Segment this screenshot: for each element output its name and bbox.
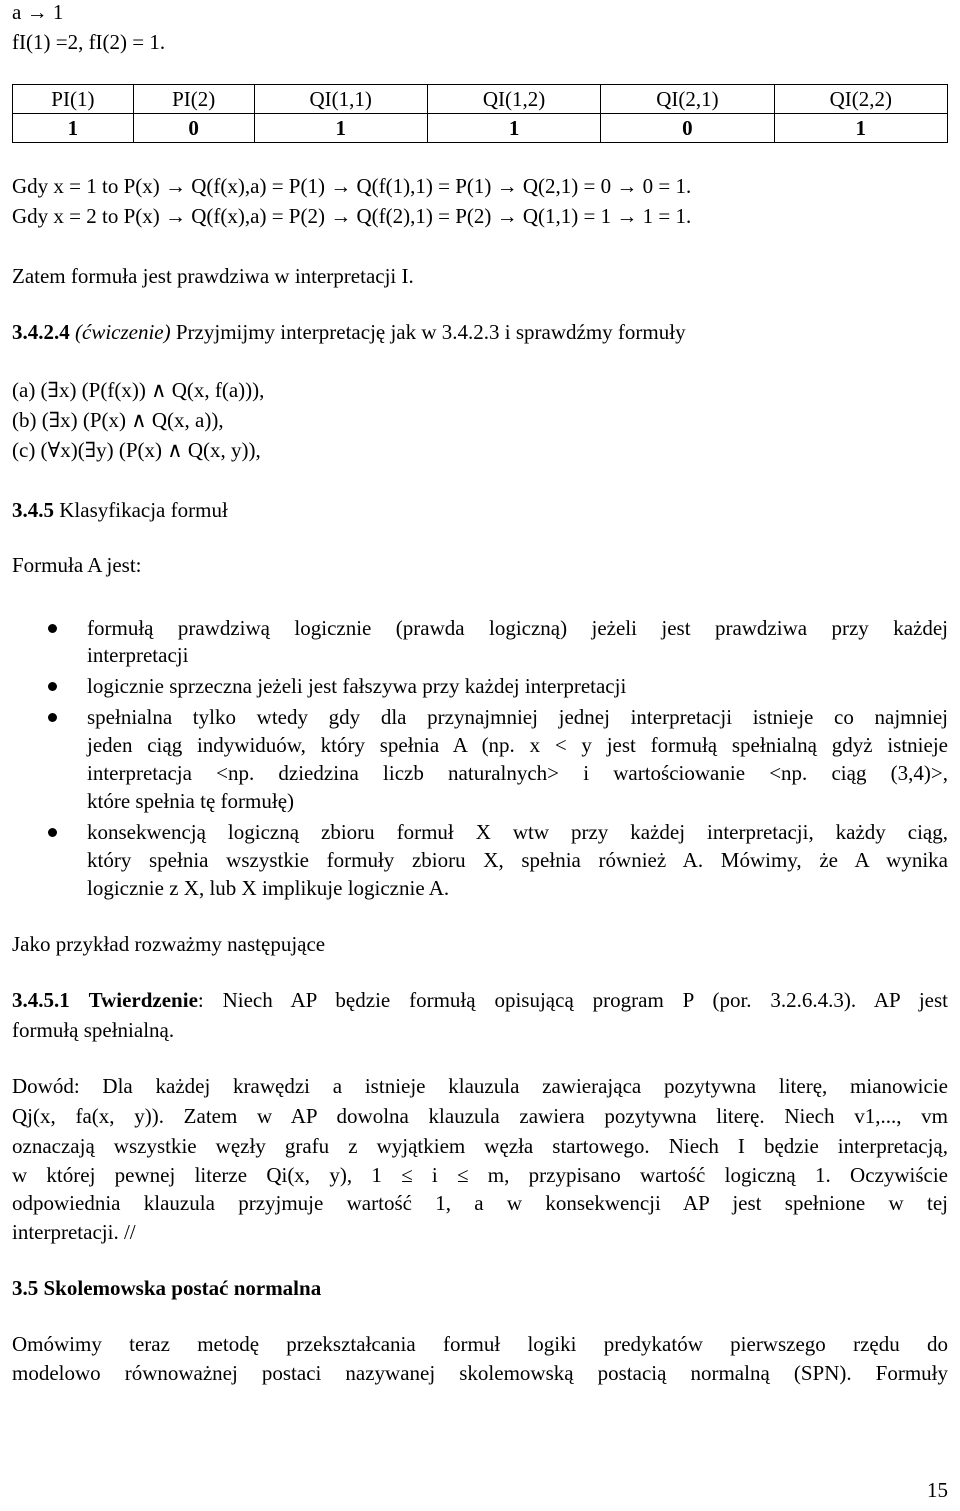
list-item-line: który spełnia wszystkie formuły zbioru X, spełnia również A. Mówimy, że A wynika <box>87 848 948 872</box>
interpretation-table <box>12 84 948 143</box>
section-number: 3.4.5 <box>12 498 54 522</box>
exercise-text: Przyjmijmy interpretację jak w 3.4.2.3 i sprawdźmy formuły <box>175 320 686 344</box>
table-header-row <box>13 85 948 114</box>
theorem-name: Twierdzenie <box>88 988 198 1012</box>
proof-line: w której pewnej literze Qi(x, y), 1 ≤ i ≤ m, przypisano wartość logiczną 1. Oczywiście <box>12 1163 948 1187</box>
bullet-icon <box>48 828 57 837</box>
paragraph-line: modelowo równoważnej postaci nazywanej skolemowską postacią normalną (SPN). Formuły <box>12 1361 948 1385</box>
section-heading <box>12 498 228 522</box>
formula-a: (a) (∃x) (P(f(x)) ∧ Q(x, f(a))), <box>12 378 265 402</box>
table-header-cell: PI(1) <box>13 85 134 114</box>
list-item-line: interpretacji <box>87 643 189 667</box>
table-cell: 1 <box>774 114 947 143</box>
paragraph-line: Omówimy teraz metodę przekształcania formuł logiki predykatów pierwszego rzędu do <box>12 1332 948 1356</box>
table-cell: 1 <box>13 114 134 143</box>
list-item-line: jeden ciąg indywiduów, który spełnia A (np. x < y jest formułą spełnialną gdyż istnieje <box>87 733 948 757</box>
bullet-icon <box>48 713 57 722</box>
conclusion-text: Zatem formuła jest prawdziwa w interpretacji I. <box>12 264 414 288</box>
page-number: 15 <box>927 1478 948 1502</box>
bullet-icon <box>48 682 57 691</box>
table-cell: 0 <box>601 114 774 143</box>
formula-c: (c) (∀x)(∃y) (P(x) ∧ Q(x, y)), <box>12 438 261 462</box>
proof-line: interpretacji. // <box>12 1220 136 1244</box>
theorem-text: : Niech AP będzie formułą opisującą program P (por. 3.2.6.4.3). AP jest <box>197 988 949 1012</box>
table-row <box>13 114 948 143</box>
evaluation-line: Gdy x = 2 to P(x) → Q(f(x),a) = P(2) → Q(f(2),1) = P(2) → Q(1,1) = 1 → 1 = 1. <box>12 204 692 228</box>
table-header-cell: QI(1,1) <box>254 85 427 114</box>
exercise-label: (ćwiczenie) <box>75 320 171 344</box>
table-header-cell: PI(2) <box>133 85 254 114</box>
section-heading: 3.5 Skolemowska postać normalna <box>12 1276 322 1300</box>
function-values-line: fI(1) =2, fI(2) = 1. <box>12 30 166 54</box>
table-cell: 0 <box>133 114 254 143</box>
mapping-line: a → 1 <box>12 0 64 24</box>
section-title: Klasyfikacja formuł <box>59 498 228 522</box>
table-cell: 1 <box>427 114 600 143</box>
table-header-cell: QI(2,1) <box>601 85 774 114</box>
list-item-line: logicznie z X, lub X implikuje logicznie A. <box>87 876 450 900</box>
list-item-line: formułą prawdziwą logicznie (prawda logiczną) jeżeli jest prawdziwa przy każdej <box>87 616 948 640</box>
theorem-line <box>12 988 948 1012</box>
exercise-heading <box>12 320 686 344</box>
proof-line: Qj(x, fa(x, y)). Zatem w AP dowolna klauzula zawiera pozytywna literę. Niech v1,..., vm <box>12 1104 948 1128</box>
table-cell: 1 <box>254 114 427 143</box>
proof-line: Dowód: Dla każdej krawędzi a istnieje klauzula zawierająca pozytywna literę, mianowicie <box>12 1074 948 1098</box>
list-item-line: konsekwencją logiczną zbioru formuł X wtw przy każdej interpretacji, każdy ciąg, <box>87 820 948 844</box>
formula-b: (b) (∃x) (P(x) ∧ Q(x, a)), <box>12 408 224 432</box>
list-item-line: logicznie sprzeczna jeżeli jest fałszywa przy każdej interpretacji <box>87 674 627 698</box>
exercise-number: 3.4.2.4 <box>12 320 70 344</box>
list-item-line: interpretacja <np. dziedzina liczb naturalnych> i wartościowanie <np. ciąg (3,4)>, <box>87 761 948 785</box>
table-header-cell: QI(2,2) <box>774 85 947 114</box>
list-item-line: spełnialna tylko wtedy gdy dla przynajmniej jednej interpretacji istnieje co najmniej <box>87 705 948 729</box>
bullet-icon <box>48 624 57 633</box>
evaluation-line: Gdy x = 1 to P(x) → Q(f(x),a) = P(1) → Q(f(1),1) = P(1) → Q(2,1) = 0 → 0 = 1. <box>12 174 692 198</box>
formula-intro: Formuła A jest: <box>12 553 142 577</box>
proof-line: oznaczają wszystkie węzły grafu z wyjątkiem węzła startowego. Niech I będzie interpretacją, <box>12 1134 948 1158</box>
theorem-number: 3.4.5.1 <box>12 988 70 1012</box>
example-intro: Jako przykład rozważmy następujące <box>12 932 326 956</box>
theorem-line: formułą spełnialną. <box>12 1018 175 1042</box>
table-header-cell: QI(1,2) <box>427 85 600 114</box>
list-item-line: które spełnia tę formułę) <box>87 789 295 813</box>
proof-line: odpowiednia klauzula przyjmuje wartość 1, a w konsekwencji AP jest spełnione w tej <box>12 1191 948 1215</box>
